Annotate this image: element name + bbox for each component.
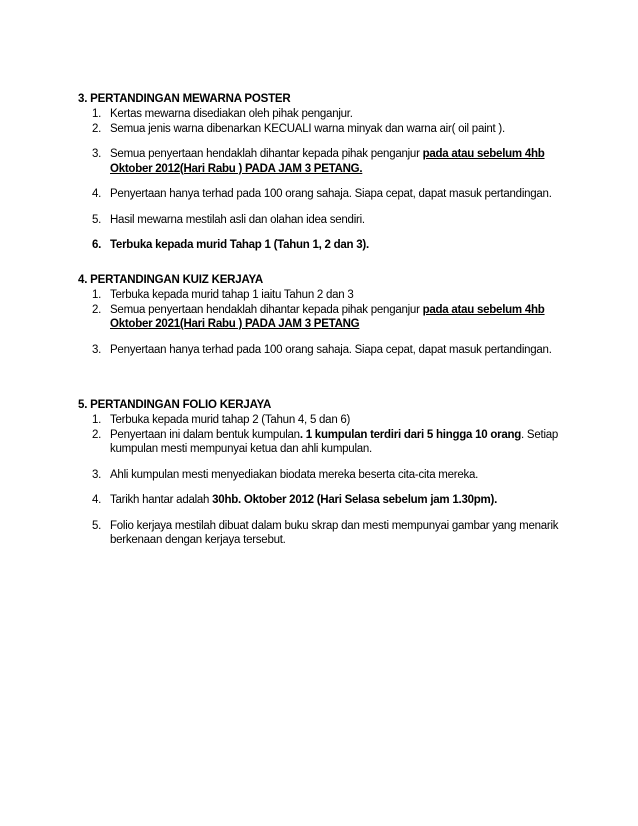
item-number: 5. xyxy=(92,519,102,532)
list-item xyxy=(78,122,578,137)
list-item xyxy=(78,303,578,332)
item-text: Semua penyertaan hendaklah dihantar kepada pihak penganjur xyxy=(110,303,423,316)
list-item xyxy=(78,493,578,508)
deadline-text: pada atau sebelum 4hb Oktober 2012(Hari Rabu ) PADA JAM 3 PETANG. xyxy=(110,148,545,175)
list-item xyxy=(78,519,578,548)
list-item xyxy=(78,213,578,228)
item-number: 6. xyxy=(92,239,102,251)
group-size-text: . 1 kumpulan terdiri dari 5 hingga 10 orang xyxy=(299,428,522,441)
item-text: Tarikh hantar adalah xyxy=(110,494,213,506)
deadline-text: pada atau sebelum 4hb Oktober 2021(Hari Rabu ) PADA JAM 3 PETANG xyxy=(110,303,545,330)
item-text: Penyertaan hanya terhad pada 100 orang sahaja. Siapa cepat, dapat masuk pertandingan. xyxy=(110,343,552,356)
item-number: 5. xyxy=(92,213,102,226)
section-title: 5. PERTANDINGAN FOLIO KERJAYA xyxy=(78,399,272,411)
rules-list xyxy=(78,107,578,253)
deadline-text: 30hb. Oktober 2012 (Hari Selasa sebelum jam 1.30pm). xyxy=(212,494,498,506)
item-number: 2. xyxy=(92,122,102,135)
item-number: 2. xyxy=(92,303,102,316)
section-folio-kerjaya xyxy=(78,398,578,548)
item-text: Folio kerjaya mestilah dibuat dalam buku skrap dan mesti mempunyai gambar yang menarik berkenaan dengan kerjaya tersebut. xyxy=(110,519,559,546)
item-text: Terbuka kepada murid tahap 1 iaitu Tahun 2 dan 3 xyxy=(110,289,354,301)
item-number: 4. xyxy=(92,494,102,506)
item-text: Kertas mewarna disediakan oleh pihak penganjur. xyxy=(110,108,353,120)
list-item xyxy=(78,147,578,176)
rules-list xyxy=(78,413,578,548)
list-item xyxy=(78,413,578,428)
list-item xyxy=(78,187,578,202)
item-number: 4. xyxy=(92,188,102,200)
item-number: 1. xyxy=(92,108,102,120)
item-text: Semua penyertaan hendaklah dihantar kepada pihak penganjur xyxy=(110,148,423,160)
list-item xyxy=(78,428,578,457)
section-title: 4. PERTANDINGAN KUIZ KERJAYA xyxy=(78,274,264,286)
list-item xyxy=(78,343,578,358)
item-text: Terbuka kepada murid tahap 2 (Tahun 4, 5 dan 6) xyxy=(110,414,351,426)
item-number: 3. xyxy=(92,148,102,160)
list-item xyxy=(78,468,578,483)
rules-list xyxy=(78,288,578,357)
item-number: 3. xyxy=(92,468,102,481)
item-number: 1. xyxy=(92,289,102,301)
item-text: Hasil mewarna mestilah asli dan olahan idea sendiri. xyxy=(110,213,365,226)
item-text: Terbuka kepada murid Tahap 1 (Tahun 1, 2 dan 3). xyxy=(110,239,369,251)
list-item xyxy=(78,107,578,122)
list-item xyxy=(78,238,578,253)
section-mewarna-poster xyxy=(78,92,578,253)
item-text: Ahli kumpulan mesti menyediakan biodata mereka beserta cita-cita mereka. xyxy=(110,468,479,481)
item-text: Penyertaan hanya terhad pada 100 orang sahaja. Siapa cepat, dapat masuk pertandingan. xyxy=(110,188,552,200)
item-number: 3. xyxy=(92,343,102,356)
list-item xyxy=(78,288,578,303)
item-text: Semua jenis warna dibenarkan KECUALI warna minyak dan warna air( oil paint ). xyxy=(110,122,505,135)
section-title: 3. PERTANDINGAN MEWARNA POSTER xyxy=(78,93,291,105)
section-kuiz-kerjaya xyxy=(78,273,578,357)
item-text: Penyertaan ini dalam bentuk kumpulan xyxy=(110,428,300,441)
item-text-continued: . Setiap kumpulan mesti mempunyai ketua dan ahli kumpulan. xyxy=(110,428,559,455)
item-number: 2. xyxy=(92,428,102,441)
item-number: 1. xyxy=(92,414,102,426)
